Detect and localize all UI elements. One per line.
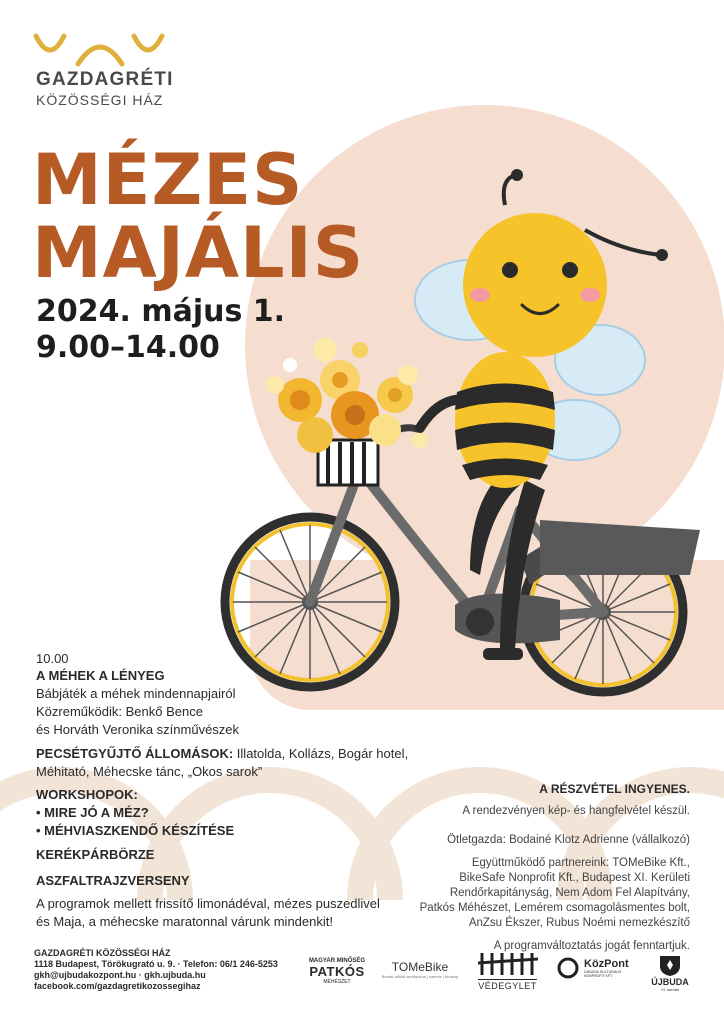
partners-line4: Patkós Méhészet, Lemérem csomagolásmentes bolt, [419, 902, 690, 914]
vedegylet-icon [478, 949, 538, 977]
vedegylet-text: VÉDEGYLET [478, 981, 537, 991]
patkos-sub-text: MÉHÉSZET [323, 978, 351, 985]
patkos-logo [302, 946, 372, 996]
partners-line3: Rendőrkapitányság, Nem Adom Fel Alapítvány, [449, 887, 690, 899]
kozpont-text: KözPont [584, 958, 629, 970]
closing-line2: és Maja, a méhecske maratonnal várunk mindenkit! [36, 914, 333, 929]
ujbuda-logo [648, 944, 692, 998]
show-title: A MÉHEK A LÉNYEG [36, 668, 165, 683]
chalk-contest: ASZFALTRAJZVERSENY [36, 873, 190, 888]
show-credit-line1: Közreműködik: Benkő Bence [36, 704, 203, 719]
bee-bicycle-illustration [215, 160, 715, 700]
partners-line1: Együttműködő partnereink: TOMeBike Kft., [471, 857, 690, 869]
flower-bouquet-icon [266, 338, 428, 453]
tomebike-text: TOMeBike [391, 959, 449, 974]
recording-notice: A rendezvényen kép- és hangfelvétel készül. [462, 805, 690, 817]
program-time: 10.00 [36, 651, 69, 666]
stations-label: PECSÉTGYŰJTŐ ÁLLOMÁSOK: [36, 746, 234, 761]
tomebike-logo [380, 954, 460, 984]
footer-org-name: GAZDAGRÉTI KÖZÖSSÉGI HÁZ [34, 948, 171, 958]
tomebike-sub-text: Boszik alföldi kerékpáros | szerviz | túrázóp [381, 973, 459, 979]
kozpont-icon [556, 956, 580, 980]
kozpont-logo [554, 950, 644, 986]
show-credit-line2: és Horváth Veronika színművészek [36, 722, 240, 737]
workshop-item-1: • MIRE JÓ A MÉZ? [36, 805, 149, 820]
vedegylet-logo [470, 944, 545, 996]
bike-market: KERÉKPÁRBÖRZE [36, 847, 155, 862]
patkos-main-text: PATKÓS [309, 963, 365, 979]
ujbuda-crest-icon [657, 951, 683, 977]
stations-line2: Méhitató, Méhecske tánc, „Okos sarok” [36, 764, 263, 779]
event-time: 9.00–14.00 [36, 330, 220, 365]
footer-email[interactable]: gkh@ujbudakozpont.hu · gkh.ujbuda.hu [34, 970, 206, 980]
kozpont-sub-text: ÚJBUDAI KULTURÁLIS NONPROFIT KFT. [584, 970, 622, 978]
partners-line5: AnZsu Ékszer, Rubus Noémi nemezkészítő [468, 917, 690, 929]
footer-facebook[interactable]: facebook.com/gazdagretikozossegihaz [34, 981, 201, 991]
title-line2: MAJÁLIS [32, 212, 365, 294]
footer-address: 1118 Budapest, Törökugrató u. 9. · Telefon: 06/1 246-5253 [34, 959, 278, 969]
ujbuda-sub-text: XI. kerület [660, 986, 679, 992]
workshop-item-2: • MÉHVIASZKENDŐ KÉSZÍTÉSE [36, 823, 235, 838]
ujbuda-text: ÚJBUDA [651, 976, 689, 987]
patkos-top-text: MAGYAR MINŐSÉG [308, 957, 366, 964]
show-description: Bábjáték a méhek mindennapjairól [36, 686, 236, 701]
stations-line1 [36, 745, 408, 763]
free-entry: A RÉSZVÉTEL INGYENES. [539, 782, 690, 796]
partners-line2: BikeSafe Nonprofit Kft., Budapest XI. Kerületi [459, 872, 690, 884]
org-name-line2: KÖZÖSSÉGI HÁZ [36, 92, 164, 108]
program-change-notice: A programváltoztatás jogát fenntartjuk. [493, 940, 690, 952]
event-date: 2024. május 1. [36, 294, 286, 329]
stations-list: Illatolda, Kollázs, Bogár hotel, [233, 746, 409, 761]
idea-credit: Ötletgazda: Bodainé Klotz Adrienne (vállalkozó) [447, 834, 690, 846]
workshops-label: WORKSHOPOK: [36, 787, 138, 802]
org-logo-icon [30, 30, 170, 70]
org-name-line1: GAZDAGRÉTI [36, 69, 174, 90]
info-column [390, 782, 690, 954]
title-line1: MÉZES [32, 139, 304, 221]
closing-line1: A programok mellett frissítő limonádéval, mézes puszedlivel [36, 896, 380, 911]
